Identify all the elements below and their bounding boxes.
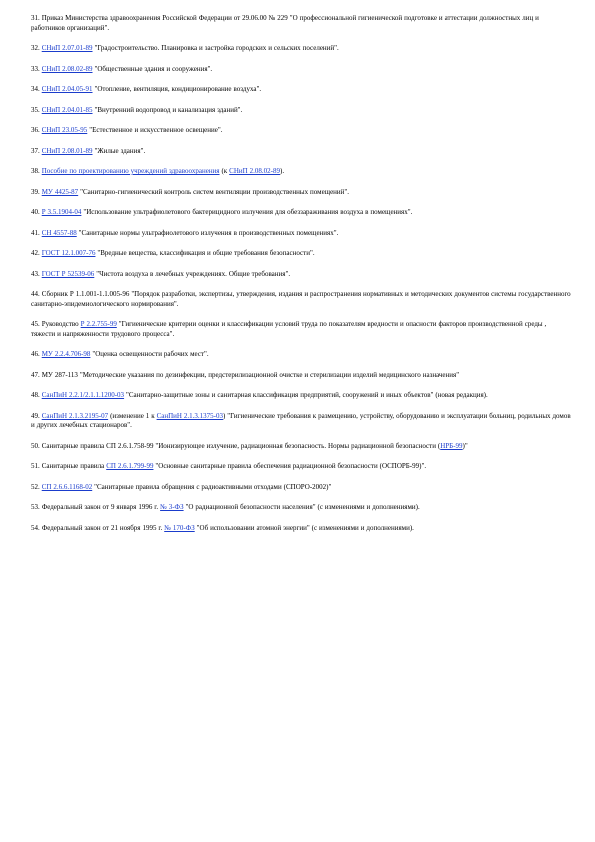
item-number: 46. [31, 350, 40, 358]
item-text: "Санитарные нормы ультрафиолетового излучения в производственных помещениях". [76, 228, 339, 237]
document-link[interactable]: Р 2.2.755-99 [80, 320, 117, 328]
item-number: 51. [31, 462, 40, 470]
list-item [31, 167, 571, 177]
item-text: "Жилые здания". [92, 146, 146, 155]
list-item [31, 229, 571, 239]
item-number: 32. [31, 44, 40, 52]
list-item [31, 290, 571, 309]
list-item [31, 412, 571, 431]
list-item [31, 106, 571, 116]
item-number: 43. [31, 269, 40, 278]
item-number: 36. [31, 126, 40, 134]
item-number: 50. [31, 441, 40, 450]
document-page [31, 14, 571, 544]
item-text: Приказ Министерства здравоохранения Российской Федерации от 29.06.00 № 229 "О профессиональной гигиенической подготовке и аттестации должностных лиц и работников организаций". [31, 14, 539, 32]
item-text: "Использование ультрафиолетового бактерицидного излучения для обеззараживания воздуха в помещениях". [81, 208, 413, 216]
item-number: 38. [31, 167, 40, 175]
item-number: 48. [31, 391, 40, 399]
item-text: Руководство [41, 320, 81, 328]
document-link[interactable]: СанПиН 2.1.3.1375-03 [156, 411, 223, 420]
item-number: 40. [31, 208, 40, 216]
document-link[interactable]: № 3-ФЗ [160, 503, 184, 511]
reference-list [31, 14, 571, 533]
item-text: "Санитарно-защитные зоны и санитарная классификация предприятий, сооружений и иных объектов" (новая редакция). [124, 391, 488, 399]
document-link[interactable]: СНиП 2.04.01-85 [41, 105, 93, 114]
item-text: Сборник Р 1.1.001-1.1.005-96 "Порядок разработки, экспертизы, утверждения, издания и распространения нормативных и методических документов системы государственного санитарно-эпидемиологического нормирования". [31, 290, 571, 308]
item-number: 49. [31, 411, 40, 420]
item-text: ) "Гигиенические требования к размещению, устройству, оборудованию и эксплуатации больниц, родильных домов и других лечебных стационаров". [31, 411, 571, 429]
item-number: 33. [31, 64, 40, 73]
document-link[interactable]: СанПиН 2.1.3.2195-07 [41, 411, 109, 420]
list-item [31, 147, 571, 157]
item-text: "Отопление, вентиляция, кондиционирование воздуха". [92, 85, 262, 93]
item-text: МУ 287-113 "Методические указания по дезинфекции, предстерилизационной очистке и стерилизации изделий медицинского назначения" [41, 370, 460, 379]
document-link[interactable]: ГОСТ 12.1.007-76 [41, 249, 96, 257]
item-text: (изменение 1 к [108, 411, 157, 420]
item-number: 34. [31, 85, 40, 93]
item-text: ). [279, 167, 285, 175]
document-link[interactable]: № 170-ФЗ [164, 523, 195, 532]
item-text: "Чистота воздуха в лечебных учреждениях. Общие требования". [94, 269, 291, 278]
item-text: "Санитарные правила обращения с радиоактивными отходами (СПОРО-2002)" [92, 482, 332, 491]
document-link[interactable]: СНиП 2.04.05-91 [41, 85, 93, 93]
item-text: Санитарные правила СП 2.6.1.758-99 "Ионизирующее излучение, радиационная безопасность. Нормы радиационной безопасности ( [41, 441, 441, 450]
item-number: 37. [31, 146, 40, 155]
list-item [31, 188, 571, 198]
item-number: 53. [31, 503, 40, 511]
document-link[interactable]: Р 3.5.1904-04 [41, 208, 82, 216]
list-item [31, 208, 571, 218]
list-item [31, 65, 571, 75]
item-number: 47. [31, 370, 40, 379]
item-number: 42. [31, 249, 40, 257]
list-item [31, 462, 571, 472]
document-link[interactable]: СП 2.6.6.1168-02 [41, 482, 93, 491]
list-item [31, 85, 571, 95]
list-item [31, 371, 571, 381]
list-item [31, 320, 571, 339]
item-text: "Гигиенические критерии оценки и классификации условий труда по показателям вредности и опасности факторов производственной среды , тяжести и напряженности трудового процесса". [31, 320, 547, 338]
document-link[interactable]: СНиП 2.07.01-89 [41, 44, 93, 52]
item-text: "Вредные вещества, классификация и общие требования безопасности". [95, 249, 315, 257]
document-link[interactable]: СанПиН 2.2.1/2.1.1.1200-03 [41, 391, 125, 399]
document-link[interactable]: СП 2.6.1.799-99 [106, 462, 154, 470]
document-link[interactable]: НРБ-99 [440, 441, 463, 450]
document-link[interactable]: СНиП 2.08.01-89 [41, 146, 93, 155]
item-text: Санитарные правила [41, 462, 107, 470]
list-item [31, 350, 571, 360]
document-link[interactable]: Пособие по проектированию учреждений здравоохранения [41, 167, 220, 175]
list-item [31, 270, 571, 280]
item-number: 54. [31, 523, 40, 532]
item-number: 41. [31, 228, 40, 237]
item-text: "Общественные здания и сооружения". [92, 64, 213, 73]
list-item [31, 524, 571, 534]
list-item [31, 483, 571, 493]
item-text: Федеральный закон от 9 января 1996 г. [41, 503, 161, 511]
document-link[interactable]: СНиП 2.08.02-89 [229, 167, 280, 175]
document-link[interactable]: МУ 2.2.4.706-98 [41, 350, 91, 358]
item-text: "Внутренний водопровод и канализация зданий". [92, 105, 243, 114]
item-number: 44. [31, 290, 40, 298]
item-number: 31. [31, 14, 40, 22]
list-item [31, 442, 571, 452]
item-number: 39. [31, 187, 40, 196]
item-text: "Санитарно-гигиенический контроль систем вентиляции производственных помещений". [78, 187, 350, 196]
item-text: )" [462, 441, 468, 450]
item-text: "Оценка освещенности рабочих мест". [90, 350, 209, 358]
item-text: "О радиационной безопасности населения" (с изменениями и дополнениями). [183, 503, 420, 511]
document-link[interactable]: СНиП 2.08.02-89 [41, 64, 93, 73]
item-number: 35. [31, 105, 40, 114]
list-item [31, 14, 571, 33]
list-item [31, 391, 571, 401]
item-text: "Естественное и искусственное освещение". [87, 126, 223, 134]
document-link[interactable]: МУ 4425-87 [41, 187, 79, 196]
list-item [31, 44, 571, 54]
list-item [31, 249, 571, 259]
item-text: "Градостроительство. Планировка и застройка городских и сельских поселений". [92, 44, 339, 52]
list-item [31, 126, 571, 136]
item-text: Федеральный закон от 21 ноября 1995 г. [41, 523, 165, 532]
item-text: "Основные санитарные правила обеспечения радиационной безопасности (ОСПОРБ-99)". [153, 462, 427, 470]
item-text: (к [219, 167, 230, 175]
document-link[interactable]: СНиП 23.05-95 [41, 126, 88, 134]
document-link[interactable]: СН 4557-88 [41, 228, 77, 237]
document-link[interactable]: ГОСТ Р 52539-06 [41, 269, 95, 278]
item-number: 45. [31, 320, 40, 328]
item-number: 52. [31, 482, 40, 491]
list-item [31, 503, 571, 513]
item-text: "Об использовании атомной энергии" (с изменениями и дополнениями). [194, 523, 414, 532]
